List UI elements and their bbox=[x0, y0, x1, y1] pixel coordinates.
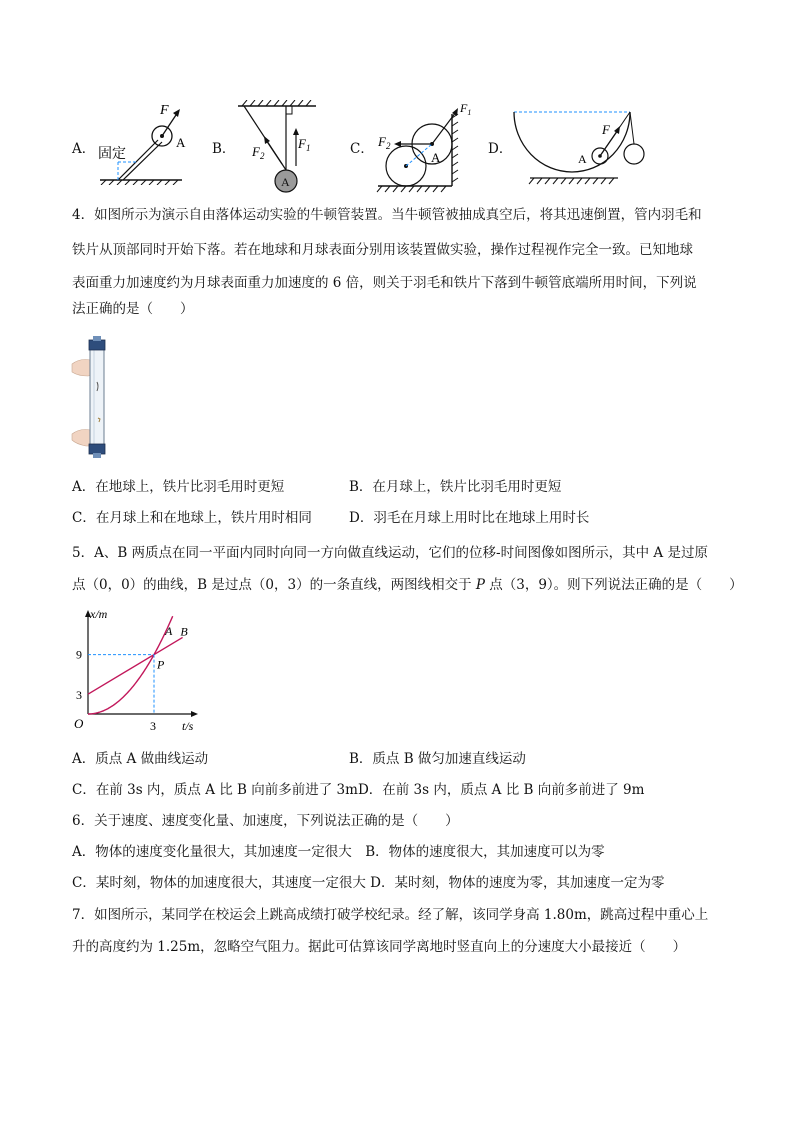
q3-c-point-label: A bbox=[431, 150, 441, 165]
q7-stem-line-2: 升的高度约为 1.25m，忽略空气阻力。据此可估算该同学离地时竖直向上的分速度大小最接近（ ） bbox=[72, 939, 687, 955]
q3-b-f1-label: $F_1$ bbox=[298, 136, 311, 153]
q3-c-f1-label: $F_1$ bbox=[460, 101, 472, 117]
newton-tube-image bbox=[70, 334, 120, 460]
q3-d-point-label: A bbox=[578, 152, 587, 166]
q4-option-b: B．在月球上，铁片比羽毛用时更短 bbox=[349, 479, 562, 495]
q6-stem: 6．关于速度、速度变化量、加速度，下列说法正确的是（ ） bbox=[72, 813, 459, 829]
x-axis-arrow bbox=[191, 711, 198, 717]
point-p-label: P bbox=[157, 657, 165, 672]
y-tick-3: 3 bbox=[76, 688, 82, 703]
q7-stem-line-1: 7．如图所示，某同学在校运会上跳高成绩打破学校纪录。经了解，该同学身高 1.80m，跳高过程中重心上 bbox=[72, 907, 709, 923]
q5-stem-line-2a: 点（0，0）的曲线，B 是过点（0，3）的一条直线，两图线相交于 bbox=[72, 577, 476, 593]
q4-stem-line-2: 铁片从顶部同时开始下落。若在地球和月球表面分别用该装置做实验，操作过程视作完全一致。已知地球 bbox=[72, 242, 693, 258]
q3-b-f2-label: $F_2$ bbox=[252, 144, 265, 161]
q5-options-c-d: C．在前 3s 内，质点 A 比 B 向前多前进了 3mD．在前 3s 内，质点 A 比 B 向前多前进了 9m bbox=[72, 782, 645, 798]
x-axis-label: t/s bbox=[182, 719, 194, 733]
q5-stem-line-2b: 点（3，9）。则下列说法正确的是（ ） bbox=[484, 577, 743, 593]
origin-label: O bbox=[74, 716, 84, 731]
q3-c-f2-label: $F_2$ bbox=[378, 134, 391, 151]
q3-d-force-label: F bbox=[602, 122, 610, 137]
q3-option-a-label: A． bbox=[72, 141, 96, 157]
q5-stem-line-1: 5．A、B 两质点在同一平面内同时向同一方向做直线运动，它们的位移-时间图像如图所示，其中 A 是过原 bbox=[72, 545, 708, 561]
q3-a-point-label: A bbox=[176, 135, 186, 150]
q4-stem-line-1: 4．如图所示为演示自由落体运动实验的牛顿管装置。当牛顿管被抽成真空后，将其迅速倒置，管内羽毛和 bbox=[72, 207, 702, 223]
q3-figure-c bbox=[372, 100, 472, 195]
q5-point-p: P bbox=[475, 577, 485, 593]
x-tick-3: 3 bbox=[150, 719, 156, 733]
series-b-line bbox=[88, 637, 183, 694]
q5-option-a: A．质点 A 做曲线运动 bbox=[72, 751, 209, 767]
y-axis-label: x/m bbox=[90, 607, 108, 621]
q3-figure-d bbox=[508, 104, 653, 186]
q3-a-fixed-label: 固定 bbox=[98, 147, 126, 162]
q5-stem-line-2 bbox=[72, 576, 743, 594]
q3-option-c-label: C． bbox=[350, 141, 374, 157]
q3-option-d-label: D． bbox=[488, 141, 513, 157]
xt-graph bbox=[68, 606, 218, 736]
y-tick-9: 9 bbox=[76, 647, 82, 662]
q6-options-a-b: A．物体的速度变化量很大，其加速度一定很大 B．物体的速度很大，其加速度可以为零 bbox=[72, 844, 605, 860]
q4-stem-line-4: 法正确的是（ ） bbox=[72, 301, 194, 317]
q4-option-c: C．在月球上和在地球上，铁片用时相同 bbox=[72, 510, 312, 526]
q4-option-d: D．羽毛在月球上用时比在地球上用时长 bbox=[349, 510, 590, 526]
q3-figure-a bbox=[96, 100, 196, 185]
q3-figure-b bbox=[234, 100, 324, 195]
q5-option-b: B．质点 B 做匀加速直线运动 bbox=[349, 751, 526, 767]
q3-b-ball-label: A bbox=[281, 175, 290, 189]
q4-option-a: A．在地球上，铁片比羽毛用时更短 bbox=[72, 479, 285, 495]
q4-stem-line-3: 表面重力加速度约为月球表面重力加速度的 6 倍，则关于羽毛和铁片下落到牛顿管底端所用时间，下列说 bbox=[72, 275, 697, 291]
q6-options-c-d: C．某时刻，物体的加速度很大，其速度一定很大 D．某时刻，物体的速度为零，其加速度一定为零 bbox=[72, 875, 665, 891]
q3-option-b-label: B． bbox=[212, 141, 236, 157]
series-a-label: A bbox=[165, 624, 173, 638]
series-b-label: B bbox=[180, 624, 188, 639]
q3-a-force-label: F bbox=[160, 103, 169, 118]
